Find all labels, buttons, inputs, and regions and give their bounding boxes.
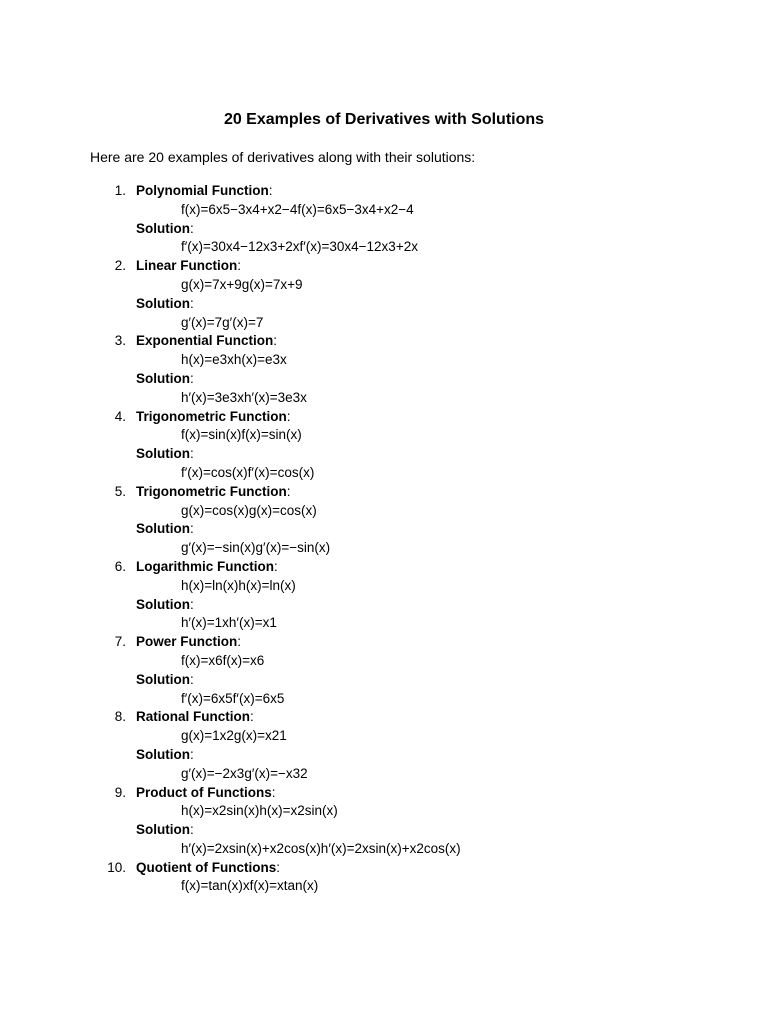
solution-heading (136, 596, 194, 615)
example-heading-line (0, 257, 768, 276)
solution-formula: h′(x)=1xh′(x)=x1 (181, 615, 277, 631)
solution-label-line (0, 671, 768, 690)
example-function: g(x)=1x2g(x)=x21 (181, 728, 287, 744)
example-heading (136, 257, 241, 276)
solution-formula-line (0, 840, 768, 859)
solution-label-colon: : (190, 220, 194, 236)
example-function-line (0, 727, 768, 746)
solution-label: Solution (136, 596, 190, 612)
solution-label-colon: : (190, 671, 194, 687)
solution-heading (136, 445, 194, 464)
example-name: Power Function (136, 634, 238, 650)
solution-formula: f′(x)=cos(x)f′(x)=cos(x) (181, 464, 315, 480)
example-item (0, 708, 768, 783)
solution-label: Solution (136, 295, 190, 311)
example-name-colon: : (271, 784, 276, 800)
example-item (0, 633, 768, 708)
solution-label-line (0, 295, 768, 314)
example-number: 5. (114, 483, 126, 499)
example-item (0, 408, 768, 483)
example-function-line (0, 201, 768, 220)
solution-label: Solution (136, 521, 190, 537)
example-heading (136, 332, 277, 351)
example-item (0, 859, 768, 897)
example-function-line (0, 276, 768, 295)
example-heading-line (0, 332, 768, 351)
example-function: f(x)=x6f(x)=x6 (181, 652, 265, 668)
solution-heading (136, 220, 194, 239)
document-title: 20 Examples of Derivatives with Solutions (223, 111, 545, 128)
example-name-colon: : (250, 709, 254, 725)
example-function-line (0, 351, 768, 370)
example-name-colon: : (237, 634, 242, 650)
example-heading-line (0, 633, 768, 652)
example-function-line (0, 652, 768, 671)
example-item (0, 558, 768, 633)
example-name-colon: : (237, 258, 242, 274)
example-name: Linear Function (136, 258, 238, 274)
example-name: Logarithmic Function (136, 558, 274, 574)
example-item (0, 332, 768, 407)
solution-formula: g′(x)=−2x3g′(x)=−x32 (181, 765, 308, 781)
solution-label-line (0, 821, 768, 840)
example-name-colon: : (286, 483, 291, 499)
example-function: f(x)=sin(x)f(x)=sin(x) (181, 427, 302, 443)
solution-heading (136, 520, 194, 539)
solution-label: Solution (136, 746, 190, 762)
example-heading-line (0, 708, 768, 727)
solution-formula-line (0, 389, 768, 408)
example-function: h(x)=ln(x)h(x)=ln(x) (181, 577, 296, 593)
example-number: 4. (114, 408, 126, 424)
solution-formula: h′(x)=2xsin(x)+x2cos(x)h′(x)=2xsin(x)+x2cos(x) (181, 840, 461, 856)
solution-label-colon: : (190, 596, 194, 612)
intro-paragraph: Here are 20 examples of derivatives along with their solutions: (90, 149, 476, 165)
example-number: 10. (107, 859, 126, 875)
example-function: g(x)=7x+9g(x)=7x+9 (181, 276, 303, 292)
solution-label-colon: : (190, 822, 194, 838)
solution-heading (136, 370, 194, 389)
solution-formula: f′(x)=6x5f′(x)=6x5 (181, 690, 285, 706)
example-number: 9. (114, 784, 126, 800)
example-heading (136, 558, 278, 577)
solution-formula: f′(x)=30x4−12x3+2xf′(x)=30x4−12x3+2x (181, 239, 418, 255)
example-item (0, 182, 768, 257)
example-heading-line (0, 483, 768, 502)
example-name-colon: : (268, 183, 273, 198)
solution-label: Solution (136, 446, 190, 462)
example-number: 3. (114, 333, 126, 349)
example-name: Quotient of Functions (136, 859, 277, 875)
example-function: h(x)=e3xh(x)=e3x (181, 352, 287, 368)
example-heading-line (0, 784, 768, 803)
example-heading-line (0, 558, 768, 577)
solution-label-line (0, 220, 768, 239)
example-name: Rational Function (136, 709, 250, 725)
solution-label-line (0, 596, 768, 615)
example-heading (136, 784, 276, 803)
example-item (0, 784, 768, 859)
example-name: Exponential Function (136, 333, 274, 349)
solution-heading (136, 746, 194, 765)
solution-formula-line (0, 464, 768, 483)
solution-formula-line (0, 765, 768, 784)
solution-formula: h′(x)=3e3xh′(x)=3e3x (181, 389, 307, 405)
solution-label: Solution (136, 671, 190, 687)
example-number: 6. (114, 558, 126, 574)
example-name-colon: : (276, 859, 280, 875)
example-name-colon: : (273, 333, 278, 349)
example-number: 8. (114, 709, 126, 725)
example-heading (136, 408, 291, 427)
example-function: g(x)=cos(x)g(x)=cos(x) (181, 502, 317, 518)
example-function-line (0, 502, 768, 521)
solution-label: Solution (136, 370, 190, 386)
example-heading (136, 708, 254, 727)
example-name-colon: : (286, 408, 291, 424)
solution-formula-line (0, 614, 768, 633)
solution-formula-line (0, 314, 768, 333)
example-heading (136, 182, 273, 201)
solution-label-colon: : (190, 521, 194, 537)
example-function: h(x)=x2sin(x)h(x)=x2sin(x) (181, 803, 338, 819)
example-heading (136, 633, 241, 652)
example-name: Trigonometric Function (136, 483, 287, 499)
solution-label-colon: : (190, 295, 194, 311)
solution-formula: g′(x)=−sin(x)g′(x)=−sin(x) (181, 540, 331, 556)
example-number: 1. (114, 183, 126, 198)
solution-label-line (0, 520, 768, 539)
solution-label-line (0, 445, 768, 464)
solution-heading (136, 295, 194, 314)
solution-formula: g′(x)=7g′(x)=7 (181, 314, 264, 330)
example-item (0, 483, 768, 558)
solution-formula-line (0, 539, 768, 558)
solution-label-colon: : (190, 746, 194, 762)
example-name: Trigonometric Function (136, 408, 287, 424)
example-heading (136, 859, 280, 878)
examples-list (0, 182, 768, 896)
solution-label-colon: : (190, 370, 194, 386)
example-name: Product of Functions (136, 784, 272, 800)
example-heading (136, 483, 291, 502)
solution-formula-line (0, 238, 768, 257)
solution-formula-line (0, 690, 768, 709)
solution-label-line (0, 746, 768, 765)
example-function-line (0, 426, 768, 445)
example-function-line (0, 802, 768, 821)
solution-label: Solution (136, 822, 190, 838)
example-heading-line (0, 408, 768, 427)
solution-heading (136, 821, 194, 840)
example-number: 2. (114, 258, 126, 274)
solution-label: Solution (136, 220, 190, 236)
solution-heading (136, 671, 194, 690)
example-item (0, 257, 768, 332)
example-function: f(x)=tan(x)xf(x)=xtan(x) (181, 878, 319, 894)
example-function-line (0, 877, 768, 896)
example-function-line (0, 577, 768, 596)
example-heading-line (0, 859, 768, 878)
solution-label-line (0, 370, 768, 389)
example-number: 7. (114, 634, 126, 650)
example-function: f(x)=6x5−3x4+x2−4f(x)=6x5−3x4+x2−4 (181, 201, 414, 217)
solution-label-colon: : (190, 446, 194, 462)
example-heading-line (0, 182, 768, 201)
example-name: Polynomial Function (136, 183, 269, 198)
example-name-colon: : (274, 558, 278, 574)
